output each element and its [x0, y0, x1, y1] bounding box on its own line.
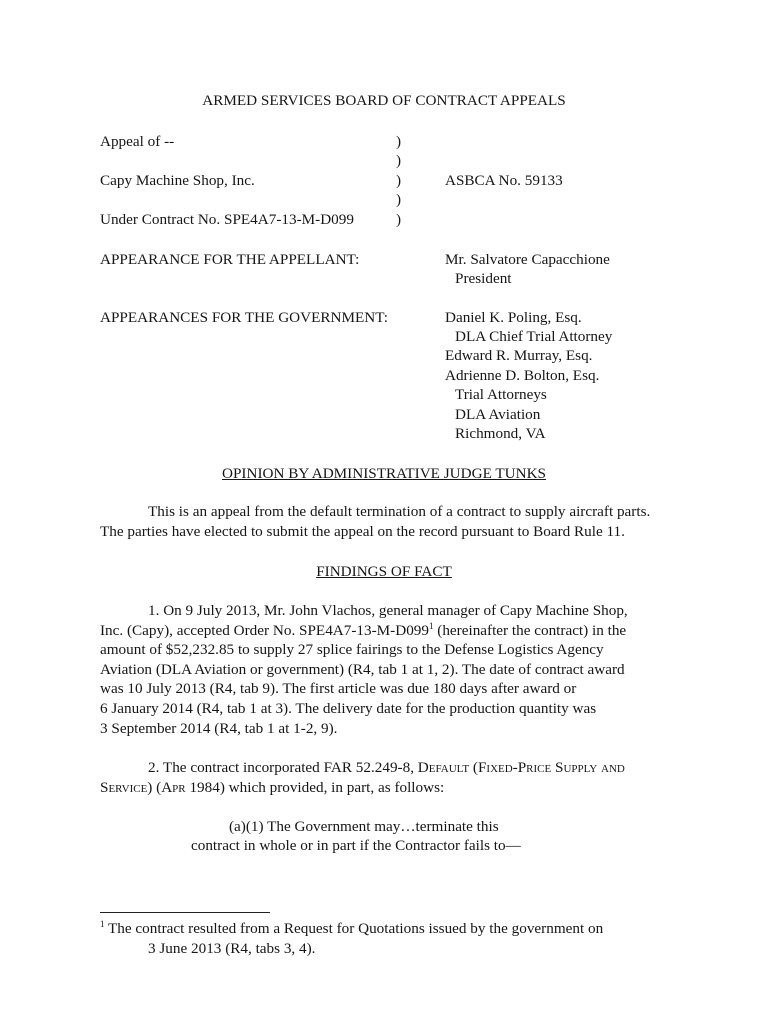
- government-counsel-line: Richmond, VA: [455, 425, 546, 442]
- appellant-label: APPEARANCE FOR THE APPELLANT:: [100, 251, 360, 268]
- government-counsel-line: Trial Attorneys: [455, 386, 547, 403]
- government-counsel-line: DLA Chief Trial Attorney: [455, 328, 613, 345]
- caption-line: Appeal of --: [100, 133, 175, 150]
- opinion-heading: OPINION BY ADMINISTRATIVE JUDGE TUNKS: [222, 465, 546, 482]
- caption-paren: ): [396, 211, 402, 228]
- paragraph-line: 1. On 9 July 2013, Mr. John Vlachos, general manager of Capy Machine Shop,: [148, 602, 628, 619]
- board-title: ARMED SERVICES BOARD OF CONTRACT APPEALS: [202, 92, 566, 109]
- paragraph-line: [100, 621, 695, 641]
- quote-line: (a)(1) The Government may…terminate this: [229, 818, 499, 835]
- paragraph-text: ) (: [147, 778, 162, 796]
- caption-line: Capy Machine Shop, Inc.: [100, 172, 255, 189]
- clause-title: Service: [100, 778, 148, 796]
- footnote-divider: [100, 912, 270, 913]
- finding-2-paragraph: [100, 758, 695, 797]
- footnote-marker: 1: [100, 918, 105, 929]
- caption-paren: ): [396, 133, 402, 150]
- paragraph-line: [100, 778, 695, 798]
- finding-1-paragraph: [100, 601, 695, 738]
- caption-line: Under Contract No. SPE4A7-13-M-D099: [100, 211, 354, 228]
- caption-paren: ): [396, 152, 402, 169]
- paragraph-text: Inc. (Capy), accepted Order No. SPE4A7-13-M-D099: [100, 621, 429, 639]
- appellant-title: President: [455, 270, 512, 287]
- footnote-line: 3 June 2013 (R4, tabs 3, 4).: [148, 940, 316, 957]
- footnote-ref: 1: [428, 620, 434, 631]
- caption-paren: ): [396, 172, 402, 189]
- government-counsel-line: Edward R. Murray, Esq.: [445, 347, 593, 364]
- clause-date: Apr: [161, 778, 186, 796]
- quote-line: contract in whole or in part if the Contractor fails to—: [191, 837, 521, 854]
- paragraph-line: 6 January 2014 (R4, tab 1 at 3). The delivery date for the production quantity was: [100, 699, 597, 717]
- government-counsel-line: Daniel K. Poling, Esq.: [445, 309, 582, 326]
- paragraph-text: 1984) which provided, in part, as follows:: [185, 778, 445, 796]
- paragraph-text: 2. The contract incorporated FAR 52.249-8,: [148, 759, 418, 776]
- paragraph-line: 3 September 2014 (R4, tab 1 at 1-2, 9).: [100, 719, 338, 737]
- findings-heading: FINDINGS OF FACT: [316, 563, 452, 580]
- clause-title: Default (Fixed-Price Supply and: [417, 759, 625, 776]
- paragraph-line: [100, 758, 695, 778]
- paragraph-line: Aviation (DLA Aviation or government) (R4, tab 1 at 1, 2). The date of contract award: [100, 660, 625, 678]
- case-number: ASBCA No. 59133: [445, 172, 563, 189]
- footnote-text: The contract resulted from a Request for Quotations issued by the government on: [104, 920, 604, 937]
- government-counsel-line: DLA Aviation: [455, 406, 541, 423]
- paragraph-line: The parties have elected to submit the appeal on the record pursuant to Board Rule 11.: [100, 522, 625, 540]
- paragraph-text: (hereinafter the contract) in the: [433, 621, 627, 639]
- paragraph-line: amount of $52,232.85 to supply 27 splice fairings to the Defense Logistics Agency: [100, 641, 604, 659]
- intro-paragraph: [100, 502, 695, 541]
- caption-paren: ): [396, 191, 402, 208]
- paragraph-line: was 10 July 2013 (R4, tab 9). The first article was due 180 days after award or: [100, 680, 577, 698]
- footnote-line: [100, 920, 603, 938]
- government-label: APPEARANCES FOR THE GOVERNMENT:: [100, 309, 388, 326]
- paragraph-line: This is an appeal from the default termination of a contract to supply aircraft parts.: [148, 503, 651, 520]
- government-counsel-line: Adrienne D. Bolton, Esq.: [445, 367, 600, 384]
- appellant-name: Mr. Salvatore Capacchione: [445, 251, 610, 268]
